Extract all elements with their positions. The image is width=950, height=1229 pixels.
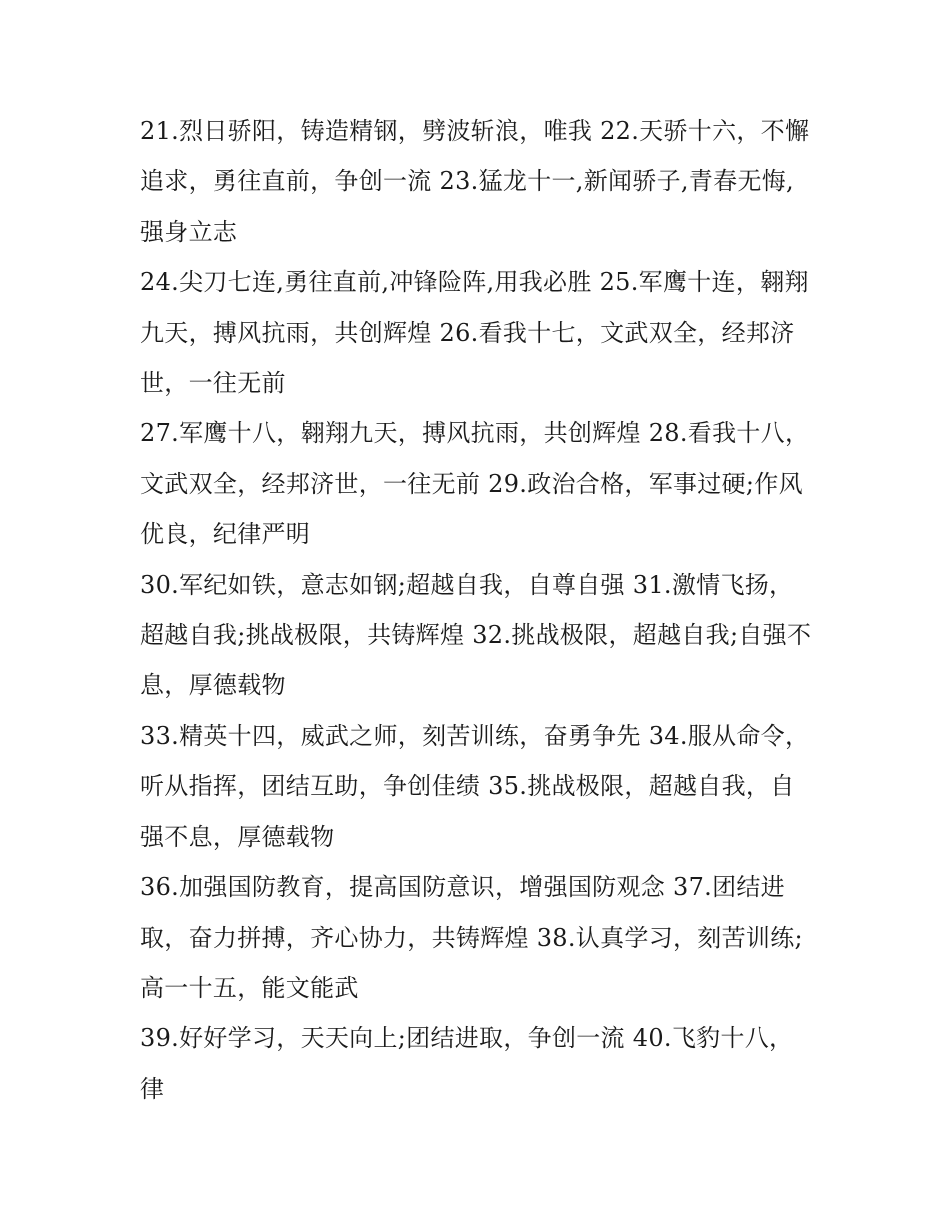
paragraph-slogans-33-35: 33.精英十四，威武之师，刻苦训练，奋勇争先 34.服从命令，听从指挥，团结互助，争创佳绩 35.挑战极限，超越自我，自强不息，厚德载物 bbox=[140, 721, 810, 851]
paragraph-slogans-39-40: 39.好好学习，天天向上;团结进取，争创一流 40.飞豹十八，律 bbox=[140, 1024, 794, 1103]
paragraph-slogans-21-23: 21.烈日骄阳，铸造精钢，劈波斩浪，唯我 22.天骄十六，不懈追求，勇往直前，争创一流 23.猛龙十一,新闻骄子,青春无悔,强身立志 bbox=[140, 117, 810, 246]
paragraph-slogans-30-32: 30.军纪如铁，意志如钢;超越自我，自尊自强 31.激情飞扬，超越自我;挑战极限，共铸辉煌 32.挑战极限，超越自我;自强不息，厚德载物 bbox=[140, 570, 812, 700]
paragraph-slogans-36-38: 36.加强国防教育，提高国防意识，增强国防观念 37.团结进取，奋力拼搏，齐心协力，共铸辉煌 38.认真学习，刻苦训练;高一十五，能文能武 bbox=[140, 873, 803, 1002]
paragraph-slogans-27-29: 27.军鹰十八，翱翔九天，搏风抗雨，共创辉煌 28.看我十八，文武双全，经邦济世，一往无前 29.政治合格，军事过硬;作风优良，纪律严明 bbox=[140, 419, 810, 549]
document-body bbox=[140, 106, 812, 1114]
paragraph-slogans-24-26: 24.尖刀七连,勇往直前,冲锋险阵,用我必胜 25.军鹰十连，翱翔九天，搏风抗雨，共创辉煌 26.看我十七，文武双全，经邦济世，一往无前 bbox=[140, 268, 809, 398]
